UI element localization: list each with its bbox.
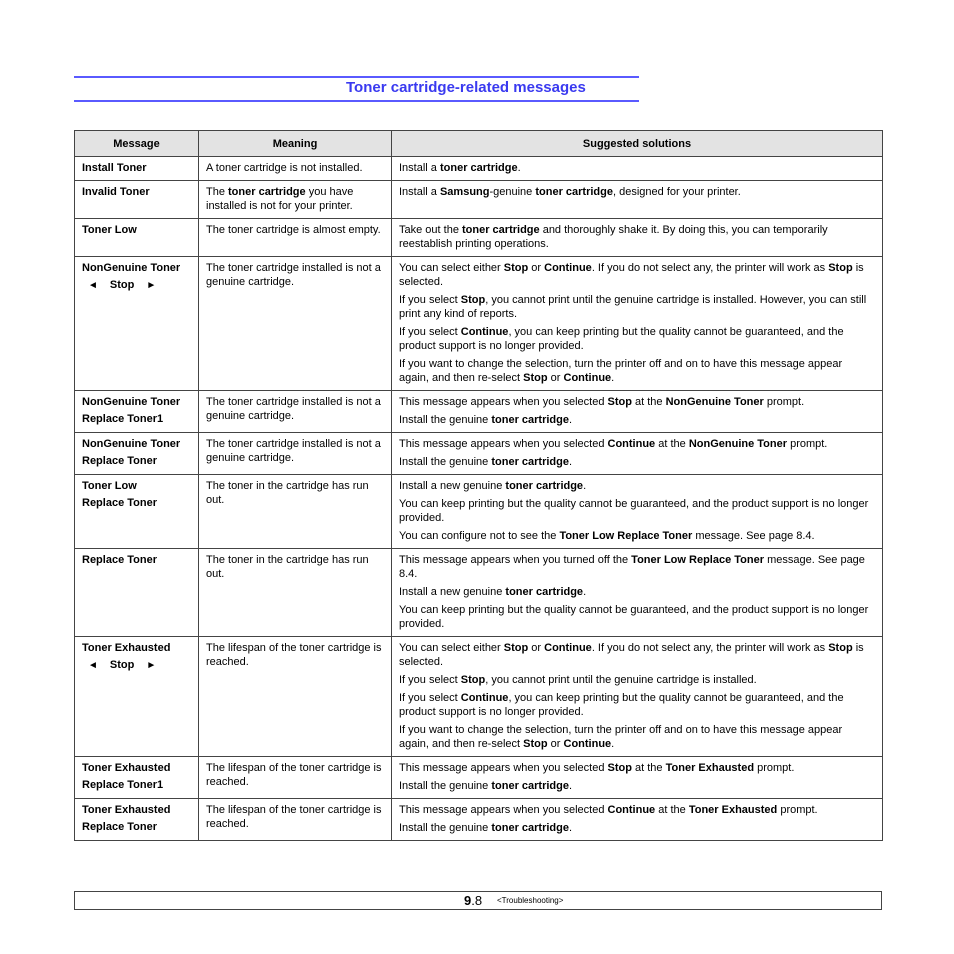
solution-text: . [583,480,587,492]
message-line: Toner Low [82,224,137,236]
solution-bold: Stop [503,262,529,274]
message-line: Replace Toner [82,821,157,833]
meaning-cell: The lifespan of the toner cartridge is reached. [199,637,392,757]
page-number [464,893,482,908]
chapter-label: <Troubleshooting> [497,896,564,905]
solution-paragraph [399,479,875,493]
solution-text: at the [631,762,666,774]
solution-text: If you select [399,294,461,306]
solution-text: You can keep printing but the quality cannot be guaranteed, and the product support is no longer provided. [399,604,869,630]
table-row [75,433,883,475]
solution-bold: Continue [607,438,656,450]
solution-text: Install the genuine [399,414,492,426]
message-line: NonGenuine Toner [82,262,181,274]
solution-bold: NonGenuine Toner [688,438,788,450]
meaning-bold: toner cartridge [228,186,306,198]
solution-text: or [528,262,545,274]
left-arrow-icon: ◄ [88,280,98,291]
table-row [75,219,883,257]
solution-paragraph [399,723,875,751]
table-row [75,181,883,219]
right-arrow-icon: ► [146,280,157,291]
message-line: NonGenuine Toner [82,396,181,408]
message-cell [75,257,199,391]
meaning-cell: The toner in the cartridge has run out. [199,549,392,637]
solution-paragraph [399,185,875,199]
meaning-cell: The toner in the cartridge has run out. [199,475,392,549]
solution-bold: Stop [607,762,632,774]
solution-bold: Stop [460,294,486,306]
meaning-cell [199,181,392,219]
solution-bold: Toner Low Replace Toner [559,530,693,542]
solution-bold: Continue [544,262,592,274]
table-row [75,757,883,799]
solution-bold: Stop [523,738,548,750]
meaning-cell: The toner cartridge installed is not a genuine cartridge. [199,433,392,475]
message-cell [75,799,199,841]
solution-text: at the [655,438,689,450]
solution-paragraph [399,497,875,525]
solution-text: This message appears when you turned off the [399,554,632,566]
solution-text: . [517,162,521,174]
message-line: Replace Toner [82,497,157,509]
solutions-cell [392,757,883,799]
solution-text: Install a [399,186,440,198]
solution-text: message. See page 8.4. [692,530,815,542]
solution-text: . [569,780,573,792]
meaning-cell: The toner cartridge installed is not a genuine cartridge. [199,391,392,433]
solution-bold: Samsung [439,186,490,198]
solution-paragraph [399,553,875,581]
solution-paragraph [399,779,875,793]
right-arrow-icon: ► [146,660,157,671]
solutions-cell [392,799,883,841]
solution-text: . [569,414,573,426]
solution-text: , you cannot print until the genuine cartridge is installed. [485,674,757,686]
solutions-cell [392,257,883,391]
page-number-chapter: 9 [464,893,472,908]
message-cell [75,391,199,433]
meaning-cell: The toner cartridge is almost empty. [199,219,392,257]
solution-text: Install a new genuine [399,586,506,598]
solution-paragraph [399,357,875,385]
message-cell [75,157,199,181]
solution-text: message. See page 8.4. [399,554,865,580]
solution-text: prompt. [754,762,795,774]
solutions-cell [392,157,883,181]
table-row [75,157,883,181]
meaning-text: The [206,186,229,198]
table-header-row [75,131,883,157]
meaning-cell: A toner cartridge is not installed. [199,157,392,181]
solution-text: This message appears when you selected [399,804,608,816]
solution-bold: Continue [460,692,509,704]
solutions-cell [392,433,883,475]
solution-text: prompt. [763,396,805,408]
solution-text: . [611,738,615,750]
message-line: Replace Toner1 [82,779,164,791]
solution-text: Install a new genuine [399,480,506,492]
message-line: Toner Exhausted [82,642,171,654]
solution-bold: Continue [563,738,612,750]
solution-paragraph [399,585,875,599]
solution-paragraph [399,223,875,251]
solution-bold: Stop [460,674,486,686]
solution-paragraph [399,603,875,631]
solution-text: If you select [399,692,461,704]
solution-bold: toner cartridge [535,186,613,198]
solution-text: or [547,738,564,750]
section-header [74,76,639,102]
page-footer [74,891,882,910]
message-cell [75,637,199,757]
message-line: Invalid Toner [82,186,150,198]
solution-bold: toner cartridge [462,224,540,236]
table-row [75,391,883,433]
solution-text: Install a [399,162,440,174]
column-header-meaning: Meaning [199,131,392,157]
message-line: Replace Toner1 [82,413,164,425]
solution-bold: toner cartridge [505,586,584,598]
solution-text: If you select [399,674,461,686]
column-header-message: Message [75,131,199,157]
message-line: Install Toner [82,162,147,174]
solution-text: . If you do not select any, the printer will work as [591,642,829,654]
solution-text: , you can keep printing but the quality cannot be guaranteed, and the product support is no longer provided. [399,692,844,718]
solution-text: . [583,586,587,598]
message-cell [75,219,199,257]
solution-bold: toner cartridge [505,480,584,492]
solution-text: or [528,642,545,654]
table-body [75,157,883,841]
solution-bold: Stop [523,372,548,384]
solution-text: Install the genuine [399,456,492,468]
column-header-solutions: Suggested solutions [392,131,883,157]
solution-bold: Continue [563,372,612,384]
message-cell [75,475,199,549]
solution-text: , you cannot print until the genuine cartridge is installed. However, you can still print any kind of reports. [399,294,867,320]
solutions-cell [392,475,883,549]
solution-bold: Toner Low Replace Toner [631,554,765,566]
solution-text: , designed for your printer. [613,186,741,198]
solution-text: You can keep printing but the quality cannot be guaranteed, and the product support is no longer provided. [399,498,869,524]
solution-text: You can configure not to see the [399,530,560,542]
meaning-cell: The toner cartridge installed is not a genuine cartridge. [199,257,392,391]
solution-text: -genuine [489,186,536,198]
solution-bold: Continue [460,326,509,338]
table-row [75,549,883,637]
solution-bold: Toner Exhausted [688,804,778,816]
panel-selector [82,658,191,673]
solution-text: and thoroughly shake it. By doing this, you can temporarily reestablish printing operations. [399,224,828,250]
solution-paragraph [399,161,875,175]
message-line: Replace Toner [82,455,157,467]
solution-paragraph [399,529,875,543]
table-row [75,475,883,549]
solution-text: This message appears when you selected [399,762,608,774]
message-line: Toner Exhausted [82,762,171,774]
solution-bold: Stop [607,396,632,408]
solution-text: prompt. [787,438,828,450]
message-cell [75,757,199,799]
solution-bold: Stop [503,642,529,654]
message-cell [75,549,199,637]
stop-option: Stop [109,279,135,291]
meaning-cell: The lifespan of the toner cartridge is reached. [199,799,392,841]
solution-paragraph [399,803,875,817]
solution-paragraph [399,325,875,353]
solution-text: at the [655,804,689,816]
solution-text: . [611,372,615,384]
solution-text: If you select [399,326,461,338]
message-cell [75,433,199,475]
solutions-cell [392,391,883,433]
solution-text: You can select either [399,642,504,654]
message-line: NonGenuine Toner [82,438,181,450]
solutions-cell [392,549,883,637]
meaning-text: you have installed is not for your printer. [206,186,354,212]
solution-paragraph [399,437,875,451]
solution-text: at the [631,396,666,408]
solution-bold: Continue [607,804,656,816]
solution-bold: toner cartridge [491,822,569,834]
solution-text: . If you do not select any, the printer will work as [591,262,829,274]
table-row [75,637,883,757]
solution-text: . [569,822,573,834]
solution-bold: toner cartridge [491,456,569,468]
left-arrow-icon: ◄ [88,660,98,671]
solution-bold: Continue [544,642,592,654]
solution-text: Install the genuine [399,822,492,834]
solution-bold: Stop [828,642,853,654]
solution-paragraph [399,261,875,289]
solution-text: is selected. [399,642,864,668]
solution-text: Install the genuine [399,780,492,792]
solution-text: is selected. [399,262,864,288]
solutions-cell [392,637,883,757]
solutions-cell [392,181,883,219]
table-row [75,799,883,841]
solutions-cell [392,219,883,257]
table-row [75,257,883,391]
solution-paragraph [399,413,875,427]
solution-text: Take out the [399,224,462,236]
toner-messages-table [74,130,883,841]
panel-selector [82,278,191,293]
stop-option: Stop [109,659,135,671]
solution-bold: toner cartridge [439,162,518,174]
solution-bold: Stop [828,262,853,274]
message-cell [75,181,199,219]
message-line: Toner Exhausted [82,804,171,816]
solution-paragraph [399,673,875,687]
solution-bold: NonGenuine Toner [665,396,764,408]
solution-paragraph [399,641,875,669]
page-number-sub: .8 [471,893,483,908]
solution-text: If you want to change the selection, turn the printer off and on to have this message appear again, and then re-select [399,358,843,384]
message-line: Toner Low [82,480,137,492]
solution-text: If you want to change the selection, turn the printer off and on to have this message appear again, and then re-select [399,724,843,750]
solution-paragraph [399,455,875,469]
solution-paragraph [399,691,875,719]
solution-text: , you can keep printing but the quality cannot be guaranteed, and the product support is no longer provided. [399,326,844,352]
message-line: Replace Toner [82,554,157,566]
solution-paragraph [399,293,875,321]
solution-text: . [569,456,573,468]
solution-text: This message appears when you selected [399,396,608,408]
solution-text: You can select either [399,262,504,274]
solution-paragraph [399,821,875,835]
solution-bold: toner cartridge [491,780,569,792]
solution-text: or [547,372,564,384]
solution-bold: toner cartridge [491,414,569,426]
solution-paragraph [399,761,875,775]
solution-bold: Toner Exhausted [665,762,755,774]
meaning-cell: The lifespan of the toner cartridge is reached. [199,757,392,799]
section-title: Toner cartridge-related messages [346,79,586,96]
solution-text: prompt. [777,804,818,816]
solution-paragraph [399,395,875,409]
solution-text: This message appears when you selected [399,438,608,450]
